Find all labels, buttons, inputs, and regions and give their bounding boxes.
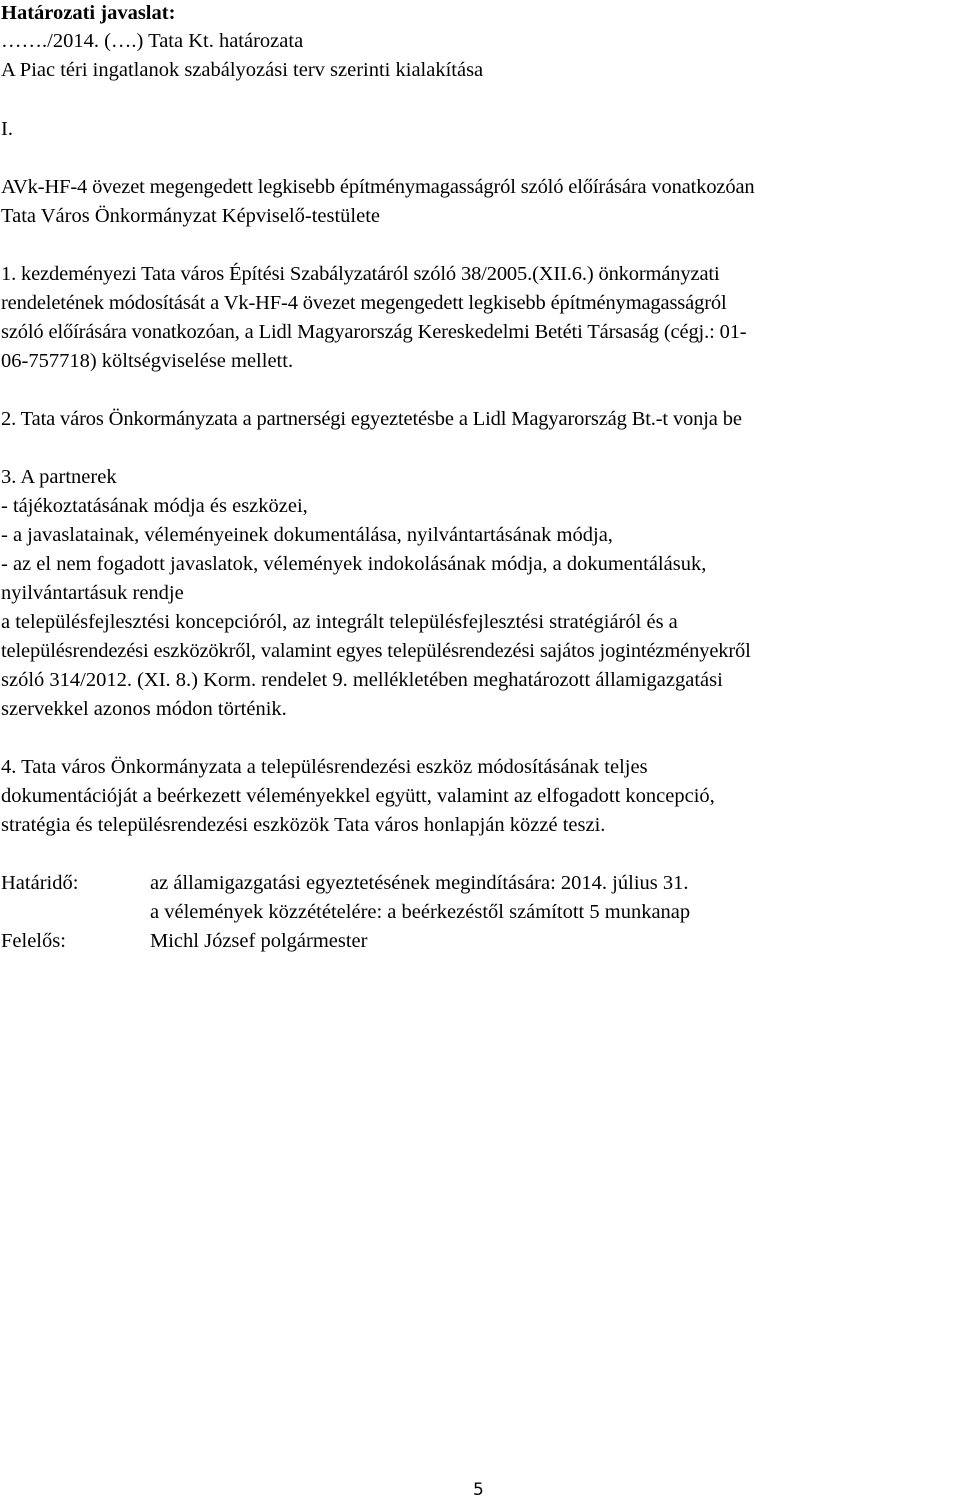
point-1-line: rendeletének módosítását a Vk-HF-4 övezet megengedett legkisebb építménymagasságról [1, 292, 727, 314]
point-3-line: szervekkel azonos módon történik. [1, 698, 287, 720]
deadline-line: az államigazgatási egyeztetésének megindítására: 2014. július 31. [150, 872, 689, 894]
point-1-line: 06-757718) költségviselése mellett. [1, 350, 294, 372]
page-number: 5 [473, 1480, 484, 1500]
point-1-line: 1. kezdeményezi Tata város Építési Szabályzatáról szóló 38/2005.(XII.6.) önkormányzati [1, 263, 720, 285]
point-4-line: 4. Tata város Önkormányzata a településrendezési eszköz módosításának teljes [1, 756, 648, 778]
resolution-number: ……./2014. (….) Tata Kt. határozata [1, 30, 304, 52]
section-numeral: I. [1, 118, 13, 140]
point-3-line: - tájékoztatásának módja és eszközei, [1, 495, 308, 517]
point-3-line: településrendezési eszközökről, valamint egyes településrendezési sajátos jogintézményekről [1, 640, 751, 662]
point-4-line: dokumentációját a beérkezett véleményekkel együtt, valamint az elfogadott koncepció, [1, 785, 715, 807]
deadline-line: a vélemények közzétételére: a beérkezéstől számított 5 munkanap [150, 901, 691, 923]
responsible-value: Michl József polgármester [150, 930, 368, 952]
deadline-label: Határidő: [1, 872, 79, 894]
point-3-line: - a javaslatainak, véleményeinek dokumentálása, nyilvántartásának módja, [1, 524, 613, 546]
document-title: Határozati javaslat: [1, 2, 176, 24]
point-3-line: a településfejlesztési koncepcióról, az integrált településfejlesztési stratégiáról és a [1, 611, 678, 633]
point-2: 2. Tata város Önkormányzata a partnerségi egyeztetésbe a Lidl Magyarország Bt.-t vonja be [1, 408, 742, 430]
point-3-line: 3. A partnerek [1, 466, 117, 488]
point-1-line: szóló előírására vonatkozóan, a Lidl Magyarország Kereskedelmi Betéti Társaság (cégj.: 01- [1, 321, 747, 343]
point-3-line: nyilvántartásuk rendje [1, 582, 184, 604]
point-4-line: stratégia és településrendezési eszközök Tata város honlapján közzé teszi. [1, 814, 606, 836]
point-3-line: - az el nem fogadott javaslatok, vélemények indokolásának módja, a dokumentálásuk, [1, 553, 707, 575]
point-3-line: szóló 314/2012. (XI. 8.) Korm. rendelet 9. mellékletében meghatározott államigazgatási [1, 669, 723, 691]
intro-line: AVk-HF-4 övezet megengedett legkisebb építménymagasságról szóló előírására vonatkozóan [1, 176, 755, 198]
intro-line: Tata Város Önkormányzat Képviselő-testülete [1, 205, 381, 227]
resolution-subject: A Piac téri ingatlanok szabályozási terv szerinti kialakítása [1, 59, 484, 81]
responsible-label: Felelős: [1, 930, 66, 952]
